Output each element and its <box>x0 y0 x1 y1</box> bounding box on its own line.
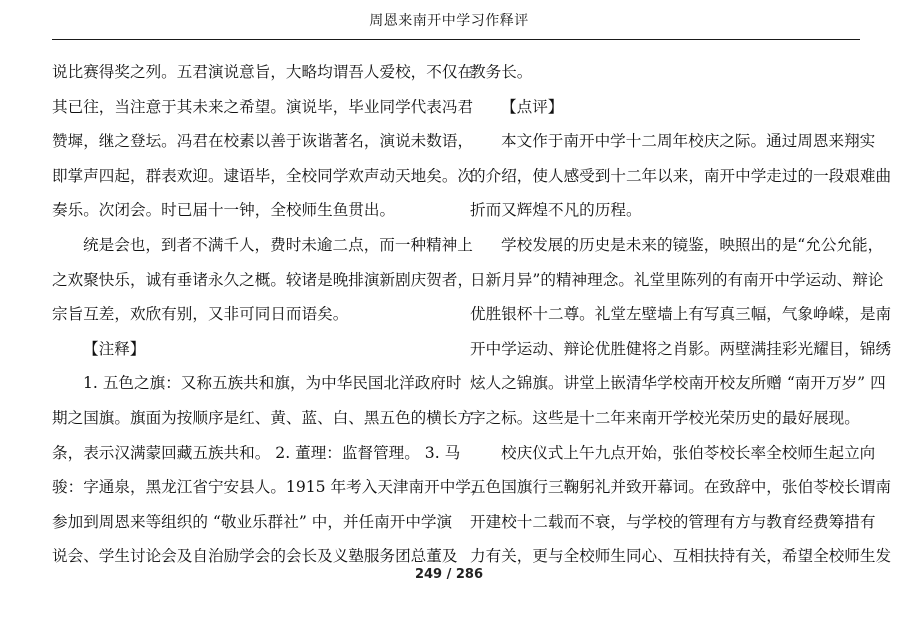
notes-heading: 【注释】 <box>83 339 146 358</box>
text-line: 骏：字通泉，黑龙江省宁安县人。1915 年考入天津南开中学， <box>52 478 487 497</box>
text-line: 炫人之锦旗。讲堂上嵌清华学校南开校友所赠 “南开万岁” 四 <box>470 374 886 393</box>
text-line: 奏乐。次闭会。时已届十一钟，全校师生鱼贯出。 <box>52 201 396 220</box>
text-line: 赞墀，继之登坛。冯君在校素以善于诙谐著名，演说未数语， <box>52 132 474 151</box>
text-line: 期之国旗。旗面为按顺序是红、黄、蓝、白、黑五色的横长方 <box>52 408 474 427</box>
text-line: 说会、学生讨论会及自治励学会的会长及义塾服务团总董及 <box>52 547 458 566</box>
text-line: 日新月异”的精神理念。礼堂里陈列的有南开中学运动、辩论 <box>470 270 884 289</box>
text-line: 优胜银杯十二尊。礼堂左壁墙上有写真三幅，气象峥嵘，是南 <box>470 305 892 324</box>
text-line: 的介绍，使人感受到十二年以来，南开中学走过的一段艰难曲 <box>470 166 892 185</box>
text-line: 其已往，当注意于其未来之希望。演说毕，毕业同学代表冯君 <box>52 97 474 116</box>
text-line: 1. 五色之旗：又称五族共和旗，为中华民国北洋政府时 <box>83 374 462 393</box>
text-line: 校庆仪式上午九点开始，张伯苓校长率全校师生起立向 <box>501 443 876 462</box>
text-line: 开建校十二载而不衰，与学校的管理有方与教育经费筹措有 <box>470 512 876 531</box>
text-line: 参加到周恩来等组织的 “敬业乐群社” 中，并任南开中学演 <box>52 512 453 531</box>
commentary-heading: 【点评】 <box>501 97 564 116</box>
text-line: 开中学运动、辩论优胜健将之肖影。两壁满挂彩光耀目，锦绣 <box>470 339 892 358</box>
page-number: 249 / 286 <box>414 567 484 582</box>
text-line: 即掌声四起，群表欢迎。逮语毕，全校同学欢声动天地矣。次 <box>52 166 474 185</box>
text-line: 之欢聚快乐，诚有垂诸永久之概。较诸是晚排演新剧庆贺者， <box>52 270 474 289</box>
header-divider <box>52 39 860 40</box>
text-line: 折而又辉煌不凡的历程。 <box>470 201 642 220</box>
text-line: 统是会也，到者不满千人，费时未逾二点，而一种精神上 <box>83 235 473 254</box>
running-header-title: 周恩来南开中学习作释评 <box>369 13 529 29</box>
left-column <box>52 55 487 574</box>
text-line: 五色国旗行三鞠躬礼并致开幕词。在致辞中，张伯苓校长谓南 <box>470 478 892 497</box>
text-line: 条，表示汉满蒙回藏五族共和。 2. 董理：监督管理。 3. 马 <box>52 443 461 462</box>
text-line: 力有关，更与全校师生同心、互相扶持有关，希望全校师生发 <box>470 547 892 566</box>
text-line: 字之标。这些是十二年来南开学校光荣历史的最好展现。 <box>470 408 860 427</box>
text-line: 教务长。 <box>470 63 533 81</box>
right-column <box>470 55 892 574</box>
text-line: 学校发展的历史是未来的镜鉴，映照出的是“允公允能， <box>501 235 884 254</box>
text-line: 本文作于南开中学十二周年校庆之际。通过周恩来翔实 <box>501 132 876 151</box>
text-line: 宗旨互差，欢欣有别，又非可同日而语矣。 <box>52 305 349 324</box>
text-line: 说比赛得奖之列。五君演说意旨，大略均谓吾人爱校，不仅在 <box>52 63 474 81</box>
